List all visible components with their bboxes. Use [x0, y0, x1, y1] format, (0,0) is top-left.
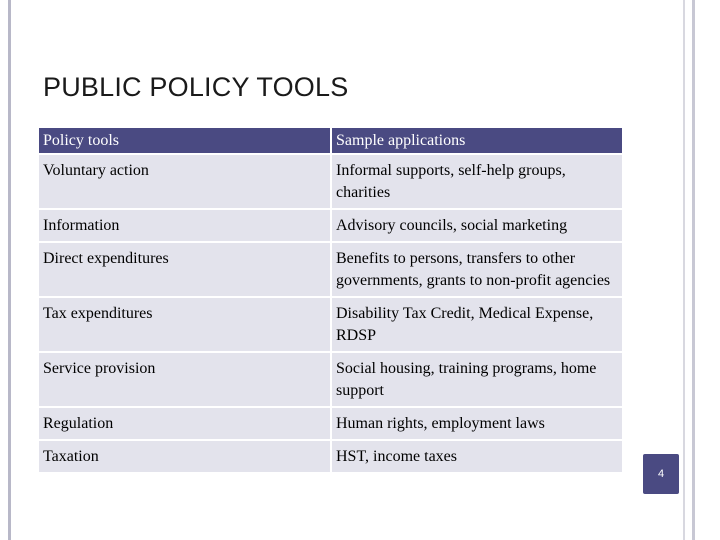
policy-tool-cell: Tax expenditures: [39, 298, 330, 351]
policy-tool-cell: Service provision: [39, 353, 330, 406]
header-sample-applications: Sample applications: [332, 128, 622, 153]
sample-application-cell: Informal supports, self-help groups, charities: [332, 155, 622, 208]
right-frame-line-inner: [683, 0, 685, 540]
table-row: [39, 441, 622, 472]
page-number: 4: [657, 468, 665, 480]
table-row: [39, 353, 622, 406]
sample-application-cell: Advisory councils, social marketing: [332, 210, 622, 241]
sample-application-cell: Human rights, employment laws: [332, 408, 622, 439]
header-policy-tools: Policy tools: [39, 128, 330, 153]
sample-application-cell: HST, income taxes: [332, 441, 622, 472]
policy-tool-cell: Direct expenditures: [39, 243, 330, 296]
table-row: [39, 243, 622, 296]
table-header-row: [39, 128, 622, 153]
sample-application-cell: Benefits to persons, transfers to other governments, grants to non-profit agencies: [332, 243, 622, 296]
policy-tool-cell: Voluntary action: [39, 155, 330, 208]
policy-tools-table: [37, 126, 624, 474]
table-row: [39, 210, 622, 241]
slide-title: PUBLIC POLICY TOOLS: [43, 72, 349, 102]
left-frame-line: [8, 0, 11, 540]
page-number-badge: [643, 454, 679, 494]
sample-application-cell: Disability Tax Credit, Medical Expense, RDSP: [332, 298, 622, 351]
policy-tool-cell: Taxation: [39, 441, 330, 472]
table-row: [39, 155, 622, 208]
right-frame-line-outer: [692, 0, 695, 540]
table-row: [39, 408, 622, 439]
sample-application-cell: Social housing, training programs, home support: [332, 353, 622, 406]
policy-tool-cell: Information: [39, 210, 330, 241]
table-row: [39, 298, 622, 351]
policy-tool-cell: Regulation: [39, 408, 330, 439]
